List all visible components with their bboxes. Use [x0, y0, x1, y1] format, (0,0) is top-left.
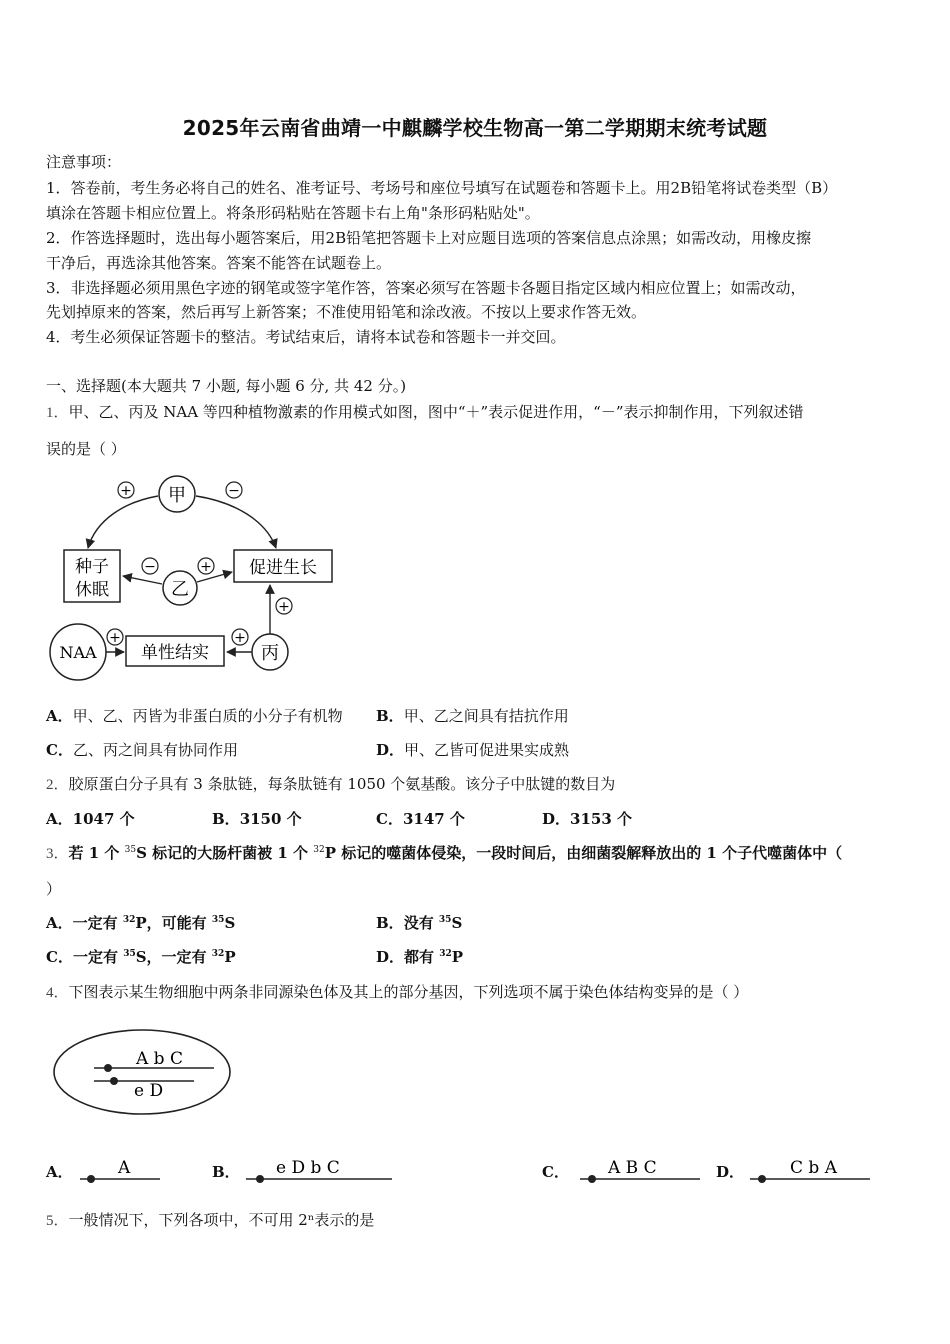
isotope-superscript: 32 — [313, 845, 325, 855]
seed-label-1: 种子 — [75, 557, 109, 577]
isotope-superscript: 32 — [439, 949, 452, 959]
option-label: B． — [212, 810, 240, 828]
question-number: 3． — [46, 846, 69, 862]
option-label: C． — [46, 741, 73, 759]
option-text: 甲、乙、丙皆为非蛋白质的小分子有机物 — [72, 707, 343, 725]
option-text: P — [451, 948, 464, 966]
notice-line: 2．作答选择题时，选出每小题答案后，用2B铅笔把答题卡上对应题目选项的答案信息点涂黑；如需改动，用橡皮擦 — [46, 229, 812, 247]
question-text: 甲、乙、丙及 NAA 等四种植物激素的作用模式如图，图中“＋”表示促进作用，“－”表示抑制作用，下列叙述错 — [68, 403, 804, 421]
option-label: C． — [376, 810, 403, 828]
genes: A B C — [608, 1158, 657, 1178]
notice-line: 1．答卷前，考生务必将自己的姓名、准考证号、考场号和座位号填写在试题卷和答题卡上。用2B铅笔将试卷类型（B） — [46, 179, 838, 197]
plus-sign: + — [234, 630, 246, 646]
question-2 — [46, 774, 615, 795]
question-text: 胶原蛋白分子具有 3 条肽链，每条肽链有 1050 个氨基酸。该分子中肽键的数目为 — [68, 775, 616, 793]
arrow-jia-growth — [196, 496, 276, 548]
minus-sign: − — [144, 559, 156, 575]
option-label: D． — [376, 741, 405, 759]
option-text: 甲、乙之间具有拮抗作用 — [403, 707, 569, 725]
arrow-jia-seed — [88, 496, 158, 548]
notice-line: 干净后，再选涂其他答案。答案不能答在试题卷上。 — [46, 254, 392, 272]
promote-label: 促进生长 — [249, 558, 317, 578]
plus-sign: + — [120, 483, 132, 499]
option-a[interactable] — [46, 809, 135, 829]
option-text: 3147 个 — [402, 810, 465, 828]
centromere — [110, 1077, 118, 1085]
question-1 — [46, 402, 804, 423]
option-d-chromosome — [744, 1152, 874, 1186]
centromere — [588, 1175, 596, 1183]
notice-line: 4．考生必须保证答题卡的整洁。考试结束后，请将本试卷和答题卡一并交回。 — [46, 328, 566, 346]
option-d[interactable]: D． — [716, 1163, 745, 1181]
option-text: 没有 — [403, 914, 439, 932]
notice-line: 3．非选择题必须用黑色字迹的钢笔或签字笔作答，答案必须写在答题卡各题目指定区域内相应位置上；如需改动， — [46, 279, 806, 297]
genes: C b A — [790, 1158, 837, 1178]
option-text: 3150 个 — [239, 810, 302, 828]
notice-line: 先划掉原来的答案，然后再写上新答案；不准使用铅笔和涂改液。不按以上要求作答无效。 — [46, 303, 647, 321]
option-text: 甲、乙皆可促进果实成熟 — [404, 741, 570, 759]
option-d[interactable] — [376, 740, 569, 760]
option-b-chromosome — [240, 1152, 396, 1186]
option-text: 3153 个 — [570, 810, 632, 828]
option-text: 1047 个 — [72, 810, 135, 828]
isotope-superscript: 32 — [211, 949, 225, 959]
option-c[interactable]: C． — [542, 1163, 569, 1181]
notice-heading: 注意事项： — [46, 153, 122, 171]
question-number: 1． — [46, 405, 69, 421]
option-label: A． — [46, 810, 73, 828]
centromere — [87, 1175, 95, 1183]
genes-top: A b C — [136, 1049, 183, 1069]
question-number: 5． — [46, 1213, 69, 1229]
page-title: 2025年云南省曲靖一中麒麟学校生物高一第二学期期末统考试题 — [182, 116, 768, 140]
option-text: 乙、丙之间具有协同作用 — [72, 741, 238, 759]
isotope-superscript: 35 — [123, 949, 136, 959]
notice-line: 填涂在答题卡相应位置上。将条形码粘贴在答题卡右上角"条形码粘贴处"。 — [46, 204, 540, 222]
option-a[interactable]: A． — [46, 1163, 73, 1181]
option-d[interactable] — [376, 947, 463, 967]
option-b[interactable]: B． — [212, 1163, 240, 1181]
plus-sign: + — [200, 559, 212, 575]
option-a-chromosome — [74, 1152, 164, 1186]
option-c[interactable] — [376, 809, 465, 829]
question-5 — [46, 1210, 374, 1231]
yi-label: 乙 — [171, 579, 189, 600]
isotope-superscript: 32 — [122, 915, 136, 925]
option-label: D． — [376, 948, 405, 966]
option-label: A． — [46, 707, 73, 725]
option-label: C． — [46, 948, 73, 966]
option-text: 一定有 — [72, 948, 124, 966]
question-text: P 标记的噬菌体侵染，一段时间后，由细菌裂解释放出的 1 个子代噬菌体中（ — [324, 844, 843, 862]
option-text: S — [451, 914, 463, 932]
question-text: 下图表示某生物细胞中两条非同源染色体及其上的部分基因，下列选项不属于染色体结构变异的是（ ） — [68, 983, 749, 1001]
genes: A — [118, 1158, 131, 1178]
option-c[interactable] — [46, 947, 236, 967]
question-3-line2: ） — [46, 880, 62, 898]
isotope-superscript: 35 — [211, 915, 225, 925]
jia-label: 甲 — [168, 485, 186, 506]
question-number: 2． — [46, 777, 69, 793]
option-b[interactable] — [376, 706, 569, 726]
option-label: D． — [542, 810, 571, 828]
question-number: 4． — [46, 985, 69, 1001]
minus-sign: − — [228, 483, 240, 499]
option-d[interactable] — [542, 809, 632, 829]
option-label: A． — [46, 914, 73, 932]
arrow-yi-seed — [123, 576, 162, 584]
option-text: 一定有 — [72, 914, 123, 932]
option-c-chromosome — [574, 1152, 704, 1186]
plus-sign: + — [278, 599, 290, 615]
option-c[interactable] — [46, 740, 238, 760]
option-text: 都有 — [404, 948, 440, 966]
fruit-label: 单性结实 — [141, 643, 209, 663]
question-1-line2: 误的是（ ） — [46, 440, 126, 458]
option-text: S，一定有 — [135, 948, 212, 966]
option-b[interactable] — [212, 809, 302, 829]
question-text: 一般情况下，下列各项中，不可用 2ⁿ表示的是 — [68, 1211, 375, 1229]
seed-label-2: 休眠 — [75, 580, 109, 600]
option-a[interactable] — [46, 913, 235, 933]
naa-label: NAA — [59, 643, 97, 662]
question-text: S 标记的大肠杆菌被 1 个 — [136, 844, 314, 862]
isotope-superscript: 35 — [124, 845, 137, 855]
isotope-superscript: 35 — [438, 915, 452, 925]
option-text: P，可能有 — [135, 914, 212, 932]
question-3 — [46, 843, 842, 864]
cell-chromosome-figure — [50, 1026, 240, 1118]
option-label: B． — [376, 914, 404, 932]
option-text: S — [224, 914, 236, 932]
bing-label: 丙 — [261, 643, 279, 664]
cell-outline — [54, 1030, 230, 1114]
plus-sign: + — [109, 630, 121, 646]
centromere — [256, 1175, 264, 1183]
centromere — [104, 1064, 112, 1072]
genes-bottom: e D — [134, 1081, 164, 1101]
option-label: B． — [376, 707, 404, 725]
question-4 — [46, 982, 748, 1003]
option-text: P — [224, 948, 236, 966]
option-a[interactable] — [46, 706, 343, 726]
centromere — [758, 1175, 766, 1183]
section-heading: 一、选择题(本大题共 7 小题, 每小题 6 分, 共 42 分。) — [46, 377, 407, 395]
genes: e D b C — [276, 1158, 340, 1178]
hormone-diagram — [44, 468, 344, 688]
option-b[interactable] — [376, 913, 462, 933]
question-text: 若 1 个 — [68, 844, 125, 862]
